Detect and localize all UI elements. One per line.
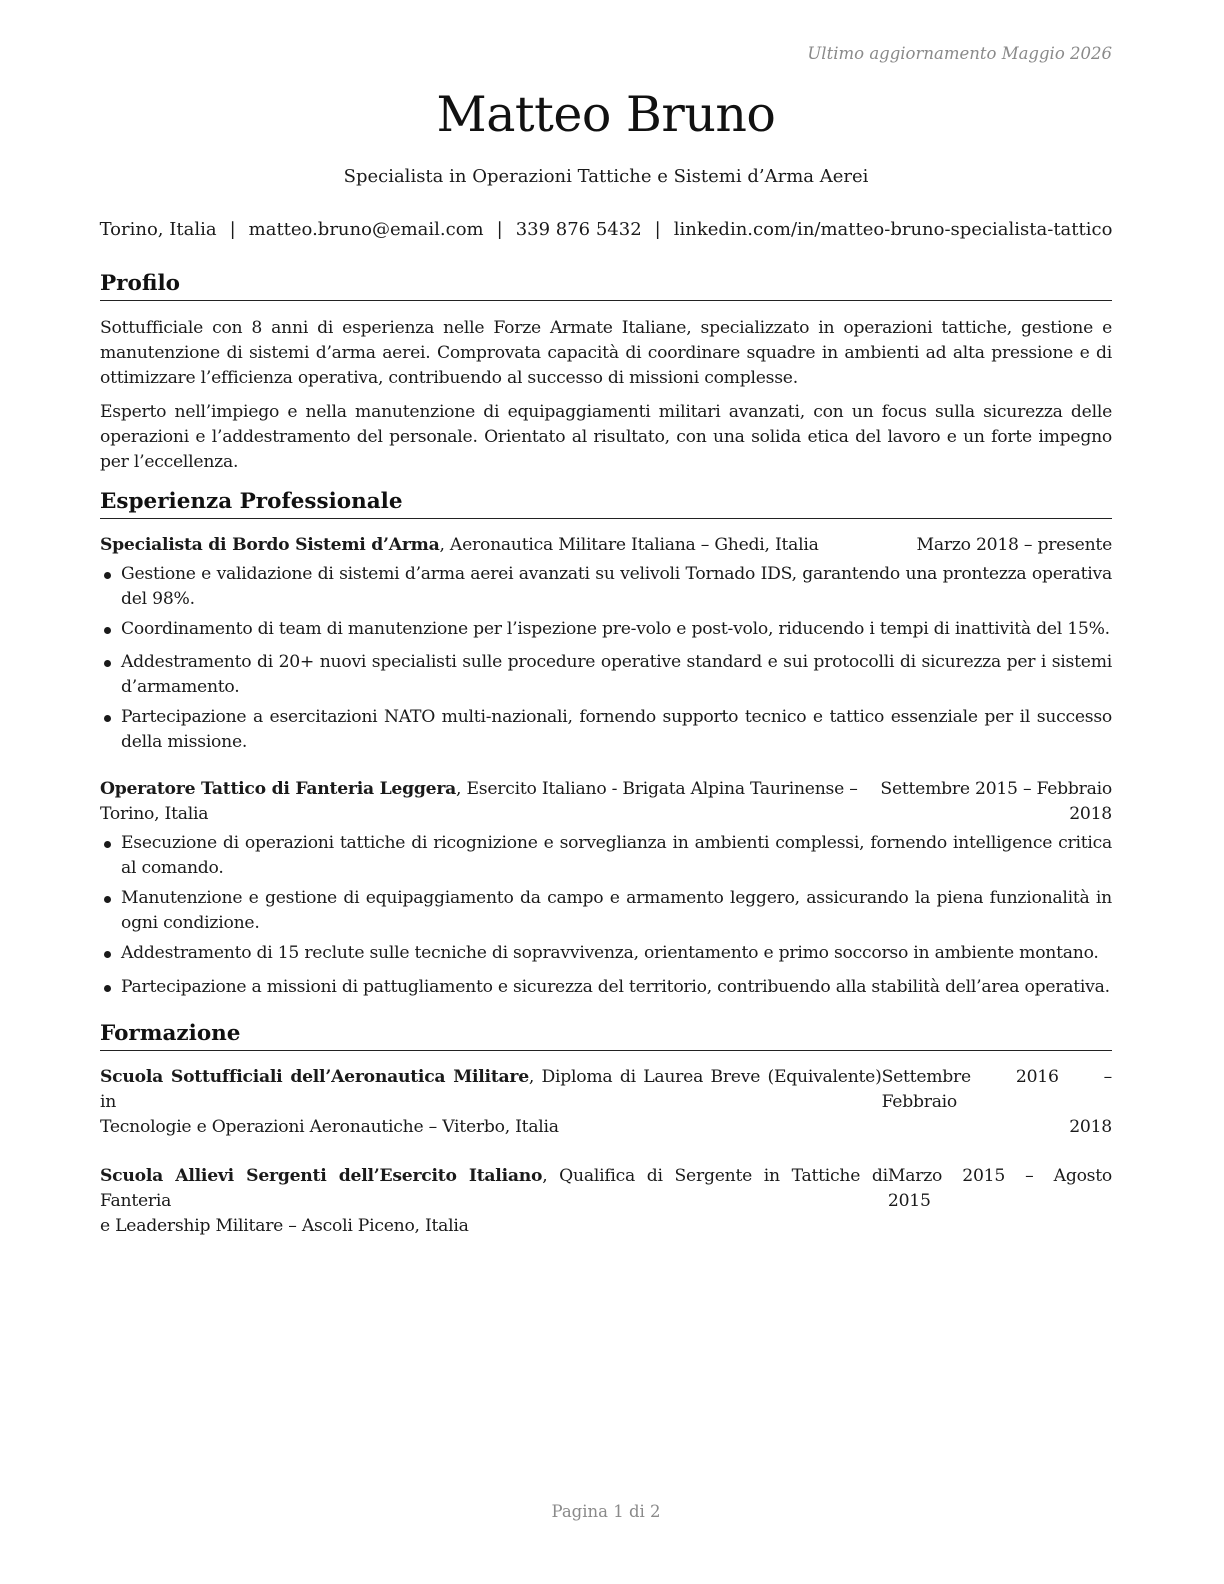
list-item: Gestione e validazione di sistemi d’arma aerei avanzati su velivoli Tornado IDS, garantendo una prontezza operativa del 98%. — [100, 562, 1112, 612]
job-header-line — [100, 802, 1112, 827]
contact-city: Torino, Italia — [99, 219, 217, 240]
job-role: Specialista di Bordo Sistemi d’Arma — [100, 535, 440, 555]
job-org: , Aeronautica Militare Italiana – Ghedi, Italia — [439, 535, 819, 555]
job-date: Marzo 2018 – presente — [916, 535, 1112, 555]
education-line — [100, 1065, 1112, 1115]
profile-paragraph: Sottufficiale con 8 anni di esperienza nelle Forze Armate Italiane, specializzato in operazioni tattiche, gestione e manutenzione di sistemi d’arma aerei. Comprovata capacità di coordinare squadre in ambienti ad alta pressione e di ottimizzare l’efficienza operativa, contribuendo al successo di missioni complesse. — [100, 318, 1112, 388]
education-line — [100, 1115, 1112, 1140]
profile-section — [100, 271, 1112, 475]
education-date: Marzo 2015 – Agosto 2015 — [887, 1166, 1112, 1211]
job-bullets — [100, 831, 1112, 1000]
list-item: Coordinamento di team di manutenzione per l’ispezione pre-volo e post-volo, riducendo i tempi di inattività del 15%. — [100, 617, 1118, 642]
list-item: Partecipazione a esercitazioni NATO multi-nazionali, fornendo supporto tecnico e tattico essenziale per il successo della missione. — [100, 705, 1112, 755]
education-school: Scuola Sottufficiali dell’Aeronautica Militare — [100, 1067, 529, 1087]
job-date-continued: 2018 — [1069, 804, 1112, 824]
job-entry — [100, 777, 1112, 1000]
education-section — [100, 1021, 1112, 1239]
contact-email[interactable]: matteo.bruno@email.com — [248, 219, 484, 240]
last-updated: Ultimo aggiornamento Maggio 2026 — [807, 44, 1112, 63]
contact-separator: | — [654, 219, 661, 240]
section-title-profile: Profilo — [100, 271, 1112, 301]
education-date-continued: 2018 — [1069, 1117, 1112, 1137]
job-header — [100, 777, 1112, 827]
education-date: Settembre 2016 – Febbraio — [881, 1067, 1112, 1112]
resume-page — [100, 0, 1112, 1584]
job-bullets — [100, 562, 1112, 755]
profile-paragraph: Esperto nell’impiego e nella manutenzione di equipaggiamenti militari avanzati, con un focus sulla sicurezza delle operazioni e l’addestramento del personale. Orientato al risultato, con una solida etica del lavoro e un forte impegno per l’eccellenza. — [100, 402, 1112, 472]
education-line-left — [100, 1164, 888, 1214]
candidate-name: Matteo Bruno — [436, 86, 776, 143]
job-org: , Esercito Italiano - Brigata Alpina Taurinense – — [456, 779, 858, 799]
job-date: Settembre 2015 – Febbraio — [880, 779, 1112, 799]
contact-separator: | — [496, 219, 503, 240]
job-entry — [100, 533, 1112, 755]
education-line — [100, 1164, 1112, 1214]
job-header-line — [100, 777, 1112, 802]
section-title-experience: Esperienza Professionale — [100, 489, 1112, 519]
candidate-subtitle: Specialista in Operazioni Tattiche e Sistemi d’Arma Aerei — [343, 166, 869, 187]
job-org-continued: Torino, Italia — [100, 804, 209, 824]
section-title-education: Formazione — [100, 1021, 1112, 1051]
education-entry — [100, 1164, 1112, 1239]
education-school: Scuola Allievi Sergenti dell’Esercito Italiano — [100, 1166, 543, 1186]
job-header-left — [100, 777, 858, 802]
list-item: Addestramento di 15 reclute sulle tecniche di sopravvivenza, orientamento e primo soccorso in ambiente montano. — [100, 941, 1112, 966]
list-item: Esecuzione di operazioni tattiche di ricognizione e sorveglianza in ambienti complessi, fornendo intelligence critica al comando. — [100, 831, 1112, 881]
contact-line — [95, 219, 1117, 240]
education-line-left — [100, 1065, 882, 1115]
page-number: Pagina 1 di 2 — [551, 1502, 661, 1521]
education-detail-continued: Tecnologie e Operazioni Aeronautiche – Viterbo, Italia — [100, 1117, 559, 1137]
education-detail: , Qualifica di Sergente in Tattiche di Fanteria — [100, 1166, 888, 1211]
experience-section — [100, 489, 1112, 1000]
education-line — [100, 1214, 1112, 1239]
education-detail: , Diploma di Laurea Breve (Equivalente) in — [100, 1067, 882, 1112]
list-item: Partecipazione a missioni di pattugliamento e sicurezza del territorio, contribuendo alla stabilità dell’area operativa. — [100, 975, 1118, 1000]
job-header — [100, 533, 1112, 558]
contact-separator: | — [229, 219, 236, 240]
contact-phone[interactable]: 339 876 5432 — [515, 219, 642, 240]
list-item: Manutenzione e gestione di equipaggiamento da campo e armamento leggero, assicurando la piena funzionalità in ogni condizione. — [100, 886, 1112, 936]
list-item: Addestramento di 20+ nuovi specialisti sulle procedure operative standard e sui protocolli di sicurezza per i sistemi d’armamento. — [100, 650, 1112, 700]
contact-linkedin[interactable]: linkedin.com/in/matteo-bruno-specialista-tattico — [673, 219, 1113, 240]
education-entry — [100, 1065, 1112, 1140]
job-role: Operatore Tattico di Fanteria Leggera — [100, 779, 457, 799]
education-detail-continued: e Leadership Militare – Ascoli Piceno, Italia — [100, 1216, 469, 1236]
